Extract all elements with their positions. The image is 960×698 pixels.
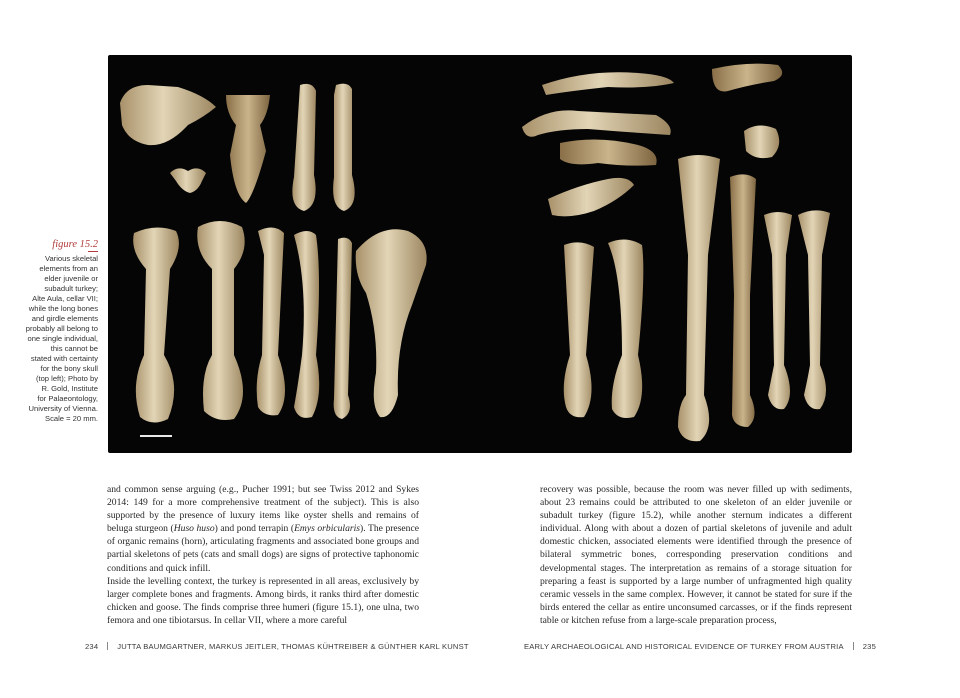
humerus-right-bone [197,221,244,420]
caption-line: Alte Aula, cellar VII; [32,294,98,303]
caption-line: for Palaeontology, [37,394,98,403]
caption-line: R. Gold, Institute [41,384,98,393]
caption-line: stated with certainty [30,354,98,363]
page-number-left: 234 [85,642,99,651]
footer-right [524,642,876,654]
footer-left [85,642,469,654]
tarsometatarsus-right-bone [798,210,830,409]
footer-authors: JUTTA BAUMGARTNER, MARKUS JEITLER, THOMAS KÜHTREIBER & GÜNTHER KARL KUNST [117,642,469,651]
text-run: ). The presence of organic remains (horn), articulating fragments and associated bone groups and partial skeletons of pets (cats and small dogs) are signs of protective taphonomic conditions and quick infill. [107,523,419,574]
patella-bone [744,125,779,158]
skull-bone [120,85,216,145]
synsacrum-bone [226,95,270,203]
caption-line: one single individual, [27,334,98,343]
carpometacarpus-bone [356,229,427,417]
species-name: Emys orbicularis [294,523,361,535]
caption-line: for the bony skull [40,364,98,373]
figure-caption [20,240,98,424]
caption-line: subadult turkey; [44,284,98,293]
coracoid-left-bone [292,84,316,211]
furcula-bone [560,139,657,165]
left-paragraph-1 [107,483,419,575]
humerus-left-bone [133,227,179,422]
tibiotarsus-left-bone [678,155,720,441]
ulna-left-bone [257,227,285,415]
ulna-right-bone [294,231,319,418]
caption-line: elements from an [39,264,98,273]
footer-separator [853,642,854,650]
text-run: and common sense arguing (e.g., Pucher 1991; but see Twiss 2012 and Sykes 2014: 149 for a more comprehensive treatment of the subject). This is also supported by the presence of luxury items like oyster shells and remains of beluga sturgeon ( [107,484,419,535]
scapula-top-bone [542,72,674,95]
caption-line: Scale = 20 mm. [45,414,98,423]
femur-right-bone [608,239,643,418]
caption-line: probably all belong to [25,324,98,333]
right-paragraph-1: recovery was possible, because the room was never filled up with sediments, about 23 remains could be attributed to one skeleton of an elder juvenile or subadult turkey (figure 15.2), while another sternum indicates a different individual. Along with about a dozen of partial skeletons of juvenile and adult domestic chicken, associated elements were identified through the presence of bilateral symmetric bones, corresponding preservation conditions and developmental stages. The interpretation as remains of a storage situation for preparing a feast is supported by a large number of unfragmented high quality ceramic vessels in the same complex. However, it cannot be stated for sure if the birds entered the cellar as entire unconsumed carcasses, or if the finds represent table or kitchen refuse from a large-scale preparation process, [540,484,852,626]
pelvis-fragment-bone [548,178,634,216]
left-paragraph-2: Inside the levelling context, the turkey is represented in all areas, exclusively by larger complete bones and fragments. Among birds, it ranks third after domestic chicken and goose. The finds comprise three humeri (figure 15.1), one ulna, two femora and one tibiotarsus. In cellar VII, where a more careful [107,575,419,626]
caption-text [20,254,98,424]
caption-line: Various skeletal [44,254,98,263]
caption-line: while the long bones [28,304,98,313]
scale-bar [140,435,172,437]
text-column-right [540,483,852,627]
footer-chapter-title: EARLY ARCHAEOLOGICAL AND HISTORICAL EVIDENCE OF TURKEY FROM AUSTRIA [523,642,844,651]
femur-left-bone [564,242,594,417]
tibiotarsus-right-bone [730,174,756,427]
sternum-fragment-bone [712,64,782,92]
coracoid-right-bone [333,84,355,211]
caption-line: elder juvenile or [44,274,98,283]
scapula-second-bone [522,110,671,136]
tarsometatarsus-left-bone [764,212,792,409]
vertebra-bone [170,168,206,193]
figure-label: figure 15.2 [52,239,98,250]
text-run: ) and pond terrapin ( [214,523,295,535]
footer-separator [107,642,108,650]
caption-line: University of Vienna. [28,404,98,413]
caption-line: and girdle elements [31,314,98,323]
figure-photo [108,55,852,453]
page-number-right: 235 [862,642,876,651]
species-name: Huso huso [173,523,215,535]
radius-bone [334,238,352,419]
bones-illustration [108,55,852,453]
caption-rule [88,251,98,252]
text-column-left [107,483,419,627]
caption-line: this cannot be [50,344,98,353]
caption-line: (top left); Photo by [35,374,98,383]
